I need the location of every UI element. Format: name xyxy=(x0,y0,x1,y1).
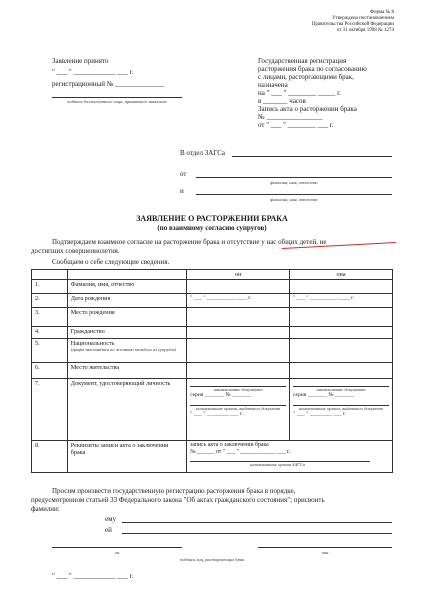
row-number: 6. xyxy=(32,363,68,379)
zags-label: В отдел ЗАГСа xyxy=(180,149,225,157)
signature-he-line[interactable] xyxy=(52,547,182,548)
header-empty-2 xyxy=(67,270,186,280)
doc-name-caption: наименование документа xyxy=(316,387,366,393)
from-label: от xyxy=(180,170,187,178)
doc-name-line xyxy=(293,380,389,387)
reg-line-8: № ________________ xyxy=(258,113,323,121)
table-row xyxy=(32,327,393,339)
marriage-record-label: запись акта о заключении брака xyxy=(190,442,269,449)
cell-he-document[interactable] xyxy=(187,379,290,441)
cell-she[interactable] xyxy=(290,280,393,294)
surname-him-label: ему xyxy=(105,515,117,523)
number-label: № xyxy=(225,392,231,399)
and-label: и xyxy=(180,187,184,195)
row-label: Место рождения xyxy=(67,308,186,327)
signature-he-caption: он xyxy=(114,550,120,555)
cell-he[interactable] xyxy=(187,339,290,363)
registration-block xyxy=(258,57,390,129)
table-row xyxy=(32,294,393,308)
row-number: 5. xyxy=(32,339,68,363)
cell-she[interactable] xyxy=(290,308,393,327)
intro-line-2: достигших совершеннолетия. xyxy=(31,247,120,255)
reg-line-5: на " ___ " ________ _____ г. xyxy=(258,89,341,97)
doc-name-caption: наименование документа xyxy=(213,387,263,393)
table-header-row xyxy=(32,270,393,280)
row-label: Документ, удостоверяющий личность xyxy=(67,379,186,441)
reg-line-4: назначена xyxy=(258,81,288,89)
reg-line-1: Государственная регистрация xyxy=(258,57,347,65)
issuer-caption: наименование органа, выдавшего документ xyxy=(299,405,384,411)
intro-line-3: Сообщаем о себе следующие сведения. xyxy=(52,258,170,266)
signature-she-caption: она xyxy=(321,550,329,555)
row-number: 2. xyxy=(32,294,68,308)
table-row xyxy=(32,363,393,379)
header-he: он xyxy=(187,270,290,280)
series-label: серия xyxy=(190,392,204,399)
row-number: 7. xyxy=(32,379,68,441)
signatures-caption: подписи лиц, расторгающих брак xyxy=(179,557,245,562)
cell-she-document[interactable] xyxy=(290,379,393,441)
doc-series: серия _______ № _______ xyxy=(293,392,355,399)
signature-she-line[interactable] xyxy=(258,547,392,548)
from-line xyxy=(196,177,392,178)
table-row xyxy=(32,441,393,473)
form-decree-date: от 31 октября 1998 № 1274 xyxy=(336,28,394,33)
request-line-2: предусмотренном статьей 33 Федерального закона "Об актах гражданского состояния"; присвоить xyxy=(31,496,325,504)
registration-number: регистрационный № ______________ xyxy=(52,80,165,88)
footer-date: " ___ " ____________ ___ г. xyxy=(52,572,134,580)
row-number: 1. xyxy=(32,280,68,294)
number-label: № xyxy=(328,392,334,399)
reg-line-9: от " ___ " ________ ___ г. xyxy=(258,121,334,129)
row-label: Реквизиты записи акта о заключении брака xyxy=(67,441,186,473)
doc-series: серия _______ № _______ xyxy=(190,392,252,399)
document-title: ЗАЯВЛЕНИЕ О РАСТОРЖЕНИИ БРАКА xyxy=(136,214,288,223)
form-government: Правительства Российской Федерации xyxy=(311,22,394,27)
cell-she[interactable] xyxy=(290,327,393,339)
table-row xyxy=(32,308,393,327)
accepted-date: " ___ " ____________ ___ г. xyxy=(52,68,134,76)
reg-line-3: с лицами, расторгающими брак, xyxy=(258,73,354,81)
cell-he-date[interactable]: " ___ " __________ ____ г. xyxy=(187,294,290,308)
surname-her-line[interactable] xyxy=(122,533,392,534)
from-caption: фамилия, имя, отчество xyxy=(270,180,318,185)
intro-line-1: Подтверждаем взаимное согласие на расторжение брака и отсутствие у нас общих детей, не xyxy=(52,238,327,246)
accepted-label: Заявление принято xyxy=(52,57,109,65)
reg-line-6: в _______ часов xyxy=(258,97,306,105)
row-label: Национальность xyxy=(70,340,115,348)
reg-line-7: Запись акта о расторжении брака xyxy=(258,105,357,113)
official-signature-line xyxy=(52,97,182,98)
header-she: она xyxy=(290,270,393,280)
cell-marriage-record[interactable] xyxy=(187,441,393,473)
doc-name-line xyxy=(190,380,286,387)
form-header xyxy=(312,10,394,34)
request-line-1: Просим произвести государственную регистрацию расторжения брака в порядке, xyxy=(52,487,296,495)
form-number: Форма № 8 xyxy=(370,10,394,15)
and-line xyxy=(196,194,392,195)
cell-he[interactable] xyxy=(187,363,290,379)
issuer-line xyxy=(190,399,286,406)
issuer-caption: наименование органа, выдавшего документ xyxy=(196,405,281,411)
personal-data-table xyxy=(31,269,393,473)
cell-he[interactable] xyxy=(187,308,290,327)
cell-she-date[interactable]: " ___ " __________ ____ г. xyxy=(290,294,393,308)
cell-she[interactable] xyxy=(290,339,393,363)
table-row xyxy=(32,339,393,363)
row-label-cell xyxy=(67,339,186,363)
zags-line xyxy=(232,156,392,157)
and-caption: фамилия, имя, отчество xyxy=(270,197,318,202)
issuer-line xyxy=(293,399,389,406)
row-label: Дата рождения xyxy=(67,294,186,308)
row-note: (графа заполняется по желанию каждого из супругов) xyxy=(70,347,176,353)
document-subtitle: (по взаимному согласию супругов) xyxy=(157,224,267,232)
row-label: Гражданство xyxy=(67,327,186,339)
doc-date: " ___ " ________ ___ г. xyxy=(190,410,244,417)
row-label: Фамилия, имя, отчество xyxy=(67,280,186,294)
reg-line-2: расторжения брака по согласованию xyxy=(258,65,367,73)
surname-him-line[interactable] xyxy=(122,522,392,523)
surname-her-label: ей xyxy=(105,526,112,534)
table-row xyxy=(32,379,393,441)
row-number: 4. xyxy=(32,327,68,339)
form-approved: Утверждена постановлением xyxy=(331,16,394,21)
official-signature-caption: подпись должностного лица, принявшего заявление xyxy=(67,99,167,104)
row-number: 8. xyxy=(32,441,68,473)
cell-she[interactable] xyxy=(290,363,393,379)
row-label: Место жительства xyxy=(67,363,186,379)
marriage-record-number: № ______ от " ___ " ____________ ___ г. xyxy=(190,449,291,456)
series-label: серия xyxy=(293,392,307,399)
cell-he[interactable] xyxy=(187,327,290,339)
table-row xyxy=(32,280,393,294)
zags-name-caption: наименование органа ЗАГСа xyxy=(250,462,305,468)
request-line-3: фамилии: xyxy=(31,505,60,513)
header-empty-1 xyxy=(32,270,68,280)
cell-he[interactable] xyxy=(187,280,290,294)
doc-date: " ___ " ________ ___ г. xyxy=(293,410,346,417)
row-number: 3. xyxy=(32,308,68,327)
